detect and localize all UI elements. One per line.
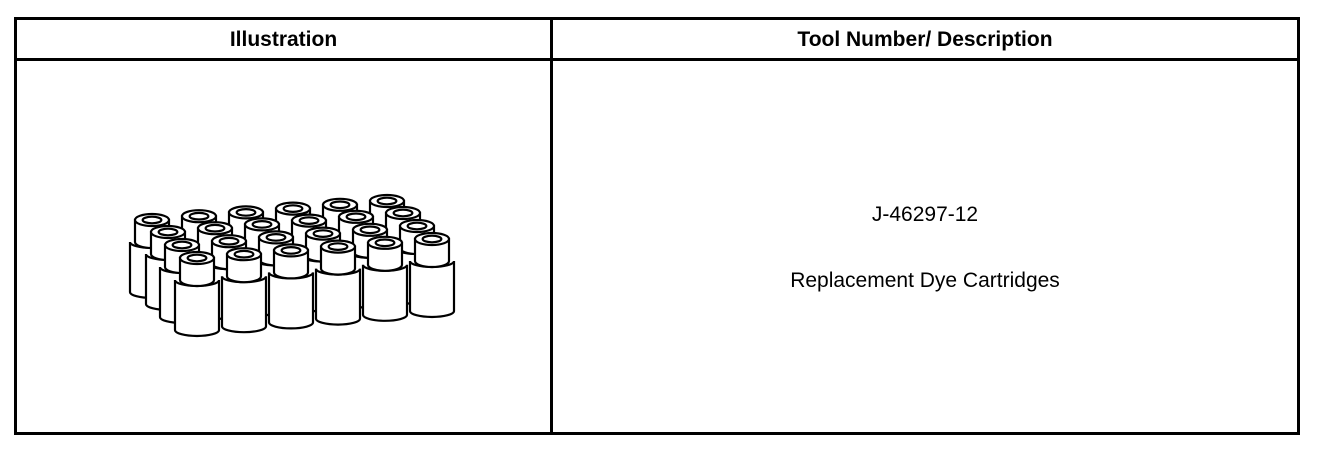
dye-cartridge <box>175 252 219 336</box>
table-header-row <box>17 20 1297 61</box>
dye-cartridge <box>363 237 407 321</box>
header-tool-number-description: Tool Number/ Description <box>797 28 1053 51</box>
description-cell <box>553 61 1297 432</box>
tool-table <box>14 17 1300 435</box>
tool-number: J-46297-12 <box>871 203 979 226</box>
illustration-cell <box>17 61 550 432</box>
dye-cartridge <box>316 241 360 325</box>
header-illustration: Illustration <box>229 28 338 51</box>
dye-cartridges-illustration <box>17 61 550 432</box>
dye-cartridge <box>222 248 266 332</box>
tool-description: Replacement Dye Cartridges <box>790 269 1060 292</box>
dye-cartridge <box>269 244 313 328</box>
dye-cartridge <box>410 233 454 317</box>
